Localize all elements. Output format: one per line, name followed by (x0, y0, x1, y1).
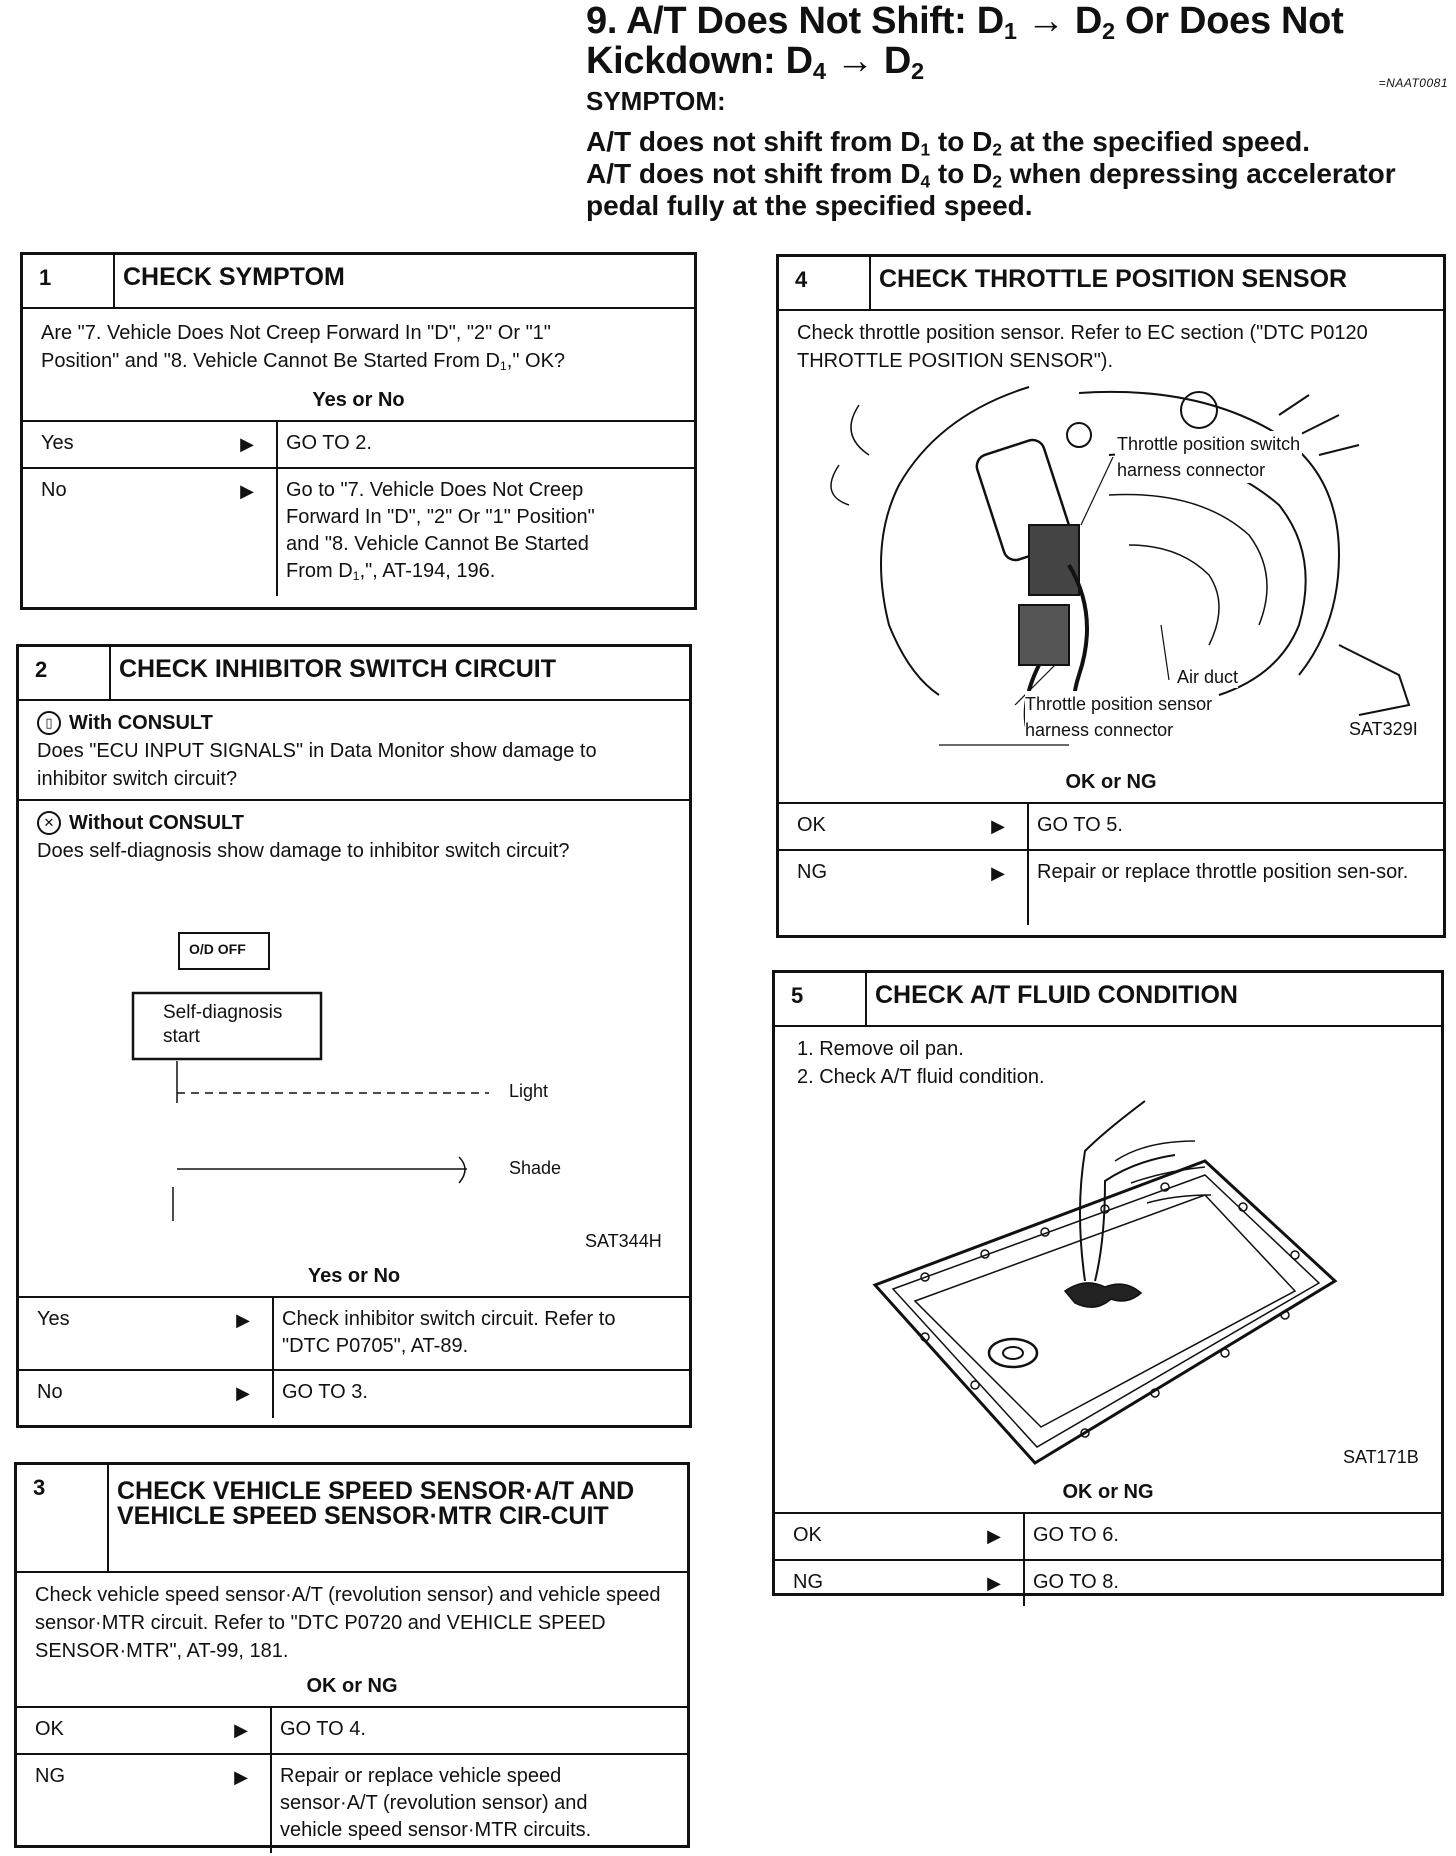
question-ok-or-ng: OK or NG (306, 1675, 398, 1697)
arrow-right-icon: ▶ (987, 1573, 1001, 1593)
oil-pan-figure (775, 1091, 1441, 1475)
no-consult-icon: ✕ (37, 811, 61, 835)
step-title: CHECK INHIBITOR SWITCH CIRCUIT (119, 655, 557, 683)
page-title-line2: Kickdown: $D_4 \to D_2$ (586, 40, 924, 84)
step-number: 5 (775, 973, 867, 1025)
step-body: Check throttle position sensor. Refer to EC section ("DTC P0120 THROTTLE POSITION SENSOR"). (797, 322, 1368, 372)
step-4-box (776, 254, 1446, 938)
self-diagnosis-figure (19, 871, 689, 1259)
throttle-sensor-connector-label: Throttle position sensor harness connector (1025, 691, 1212, 743)
step-body: Check vehicle speed sensor·A/T (revolution sensor) and vehicle speed sensor·MTR circuit. Refer to "DTC P0720 and VEHICLE SPEED SENSOR·MTR", AT-99, 181. (35, 1584, 661, 1662)
question-yes-or-no: Yes or No (312, 389, 405, 411)
step-number: 1 (23, 255, 115, 307)
figure-code: SAT329I (1349, 719, 1418, 739)
step-1-box (20, 252, 697, 610)
step-title: CHECK A/T FLUID CONDITION (875, 981, 1238, 1009)
od-off-indicator: O/D OFF (189, 941, 246, 957)
option-action: GO TO 6. (1033, 1524, 1119, 1546)
symptom-line-1: A/T does not shift from $D_1$ to $D_2$ at the specified speed. (586, 126, 1311, 160)
symptom-line-3: pedal fully at the specified speed. (586, 190, 1033, 221)
arrow-right-icon: ▶ (991, 863, 1005, 883)
step-number: 3 (17, 1465, 109, 1571)
option-row-ok[interactable]: OK ▶ GO TO 4. (17, 1706, 687, 1753)
light-label: Light (509, 1081, 549, 1101)
option-row-ok[interactable]: OK ▶ GO TO 6. (775, 1512, 1441, 1559)
option-action: GO TO 8. (1033, 1571, 1119, 1593)
option-row-yes[interactable]: Yes ▶ Check inhibitor switch circuit. Refer to "DTC P0705", AT-89. (19, 1296, 689, 1369)
symptom-label: SYMPTOM: (586, 86, 726, 116)
question-yes-or-no: Yes or No (307, 1265, 401, 1287)
option-action: Go to "7. Vehicle Does Not Creep Forward In "D", "2" Or "1" Position" and "8. Vehicle Cannot Be Started From $D_1$,", AT-194, 196. (286, 479, 595, 584)
option-action: GO TO 5. (1037, 814, 1123, 836)
step-body: Are "7. Vehicle Does Not Creep Forward In "D", "2" Or "1" Position" and "8. Vehicle Cannot Be Started From $D_1$," OK? (41, 322, 566, 374)
list-item: 2. Check A/T fluid condition. (797, 1066, 1045, 1088)
without-consult-section: ✕ Without CONSULT Does self-diagnosis show damage to inhibitor switch circuit? (37, 812, 570, 862)
option-action: Repair or replace throttle position sen-sor. (1037, 861, 1409, 883)
arrow-right-icon: ▶ (991, 816, 1005, 836)
step-2-box (16, 644, 692, 1428)
option-row-ok[interactable]: OK ▶ GO TO 5. (779, 802, 1443, 849)
symptom-line-2: A/T does not shift from $D_4$ to $D_2$ when depressing accelerator (586, 158, 1396, 192)
figure-code: SAT344H (585, 1231, 662, 1251)
option-row-ng[interactable]: NG ▶ Repair or replace throttle position sen-sor. (779, 849, 1443, 925)
page-title-line1: 9. A/T Does Not Shift: $D_1 \to D_2$ Or Does Not (586, 0, 1344, 44)
option-action: GO TO 3. (282, 1381, 368, 1403)
option-row-ng[interactable]: NG ▶ Repair or replace vehicle speed sensor·A/T (revolution sensor) and vehicle speed sensor·MTR circuits. (17, 1753, 687, 1853)
consult-icon: ▯ (37, 711, 61, 735)
list-item: 1. Remove oil pan. (797, 1038, 964, 1060)
option-row-no[interactable]: No ▶ Go to "7. Vehicle Does Not Creep Forward In "D", "2" Or "1" Position" and "8. Vehicle Cannot Be Started From $D_1$,", AT-194, 196. (23, 467, 694, 596)
air-duct-label: Air duct (1177, 667, 1239, 687)
option-row-yes[interactable]: Yes ▶ GO TO 2. (23, 420, 694, 467)
arrow-right-icon: ▶ (234, 1720, 248, 1740)
figure-code: SAT171B (1343, 1447, 1419, 1467)
step-title: CHECK VEHICLE SPEED SENSOR·A/T AND VEHICLE SPEED SENSOR·MTR CIR-CUIT (117, 1477, 635, 1530)
step-3-box (14, 1462, 690, 1848)
option-action: Check inhibitor switch circuit. Refer to "DTC P0705", AT-89. (282, 1308, 616, 1357)
option-action: GO TO 4. (280, 1718, 366, 1740)
step-number: 4 (779, 257, 871, 309)
shade-label: Shade (509, 1158, 562, 1178)
arrow-right-icon: ▶ (236, 1310, 250, 1330)
arrow-right-icon: ▶ (240, 434, 254, 454)
arrow-right-icon: ▶ (236, 1383, 250, 1403)
question-ok-or-ng: OK or NG (1065, 771, 1157, 793)
option-action: GO TO 2. (286, 432, 372, 454)
throttle-sensor-figure (779, 375, 1443, 765)
arrow-right-icon: ▶ (240, 481, 254, 501)
step-5-box (772, 970, 1444, 1596)
step-number: 2 (19, 647, 111, 699)
throttle-switch-connector-label: Throttle position switch harness connector (1115, 431, 1302, 483)
with-consult-section: ▯ With CONSULT Does "ECU INPUT SIGNALS" in Data Monitor show damage to inhibitor switch circuit? (37, 712, 597, 790)
question-ok-or-ng: OK or NG (1062, 1481, 1154, 1503)
arrow-right-icon: ▶ (234, 1767, 248, 1787)
option-row-ng[interactable]: NG ▶ GO TO 8. (775, 1559, 1441, 1606)
step-title: CHECK SYMPTOM (123, 263, 345, 291)
step-body (775, 1027, 1441, 1091)
option-action: Repair or replace vehicle speed sensor·A/T (revolution sensor) and vehicle speed sensor·MTR circuits. (280, 1765, 592, 1841)
reference-code: =NAAT0081 (1378, 76, 1448, 90)
arrow-right-icon: ▶ (987, 1526, 1001, 1546)
step-title: CHECK THROTTLE POSITION SENSOR (879, 265, 1348, 293)
option-row-no[interactable]: No ▶ GO TO 3. (19, 1369, 689, 1418)
self-diagnosis-label: Self-diagnosis start (163, 1002, 283, 1047)
